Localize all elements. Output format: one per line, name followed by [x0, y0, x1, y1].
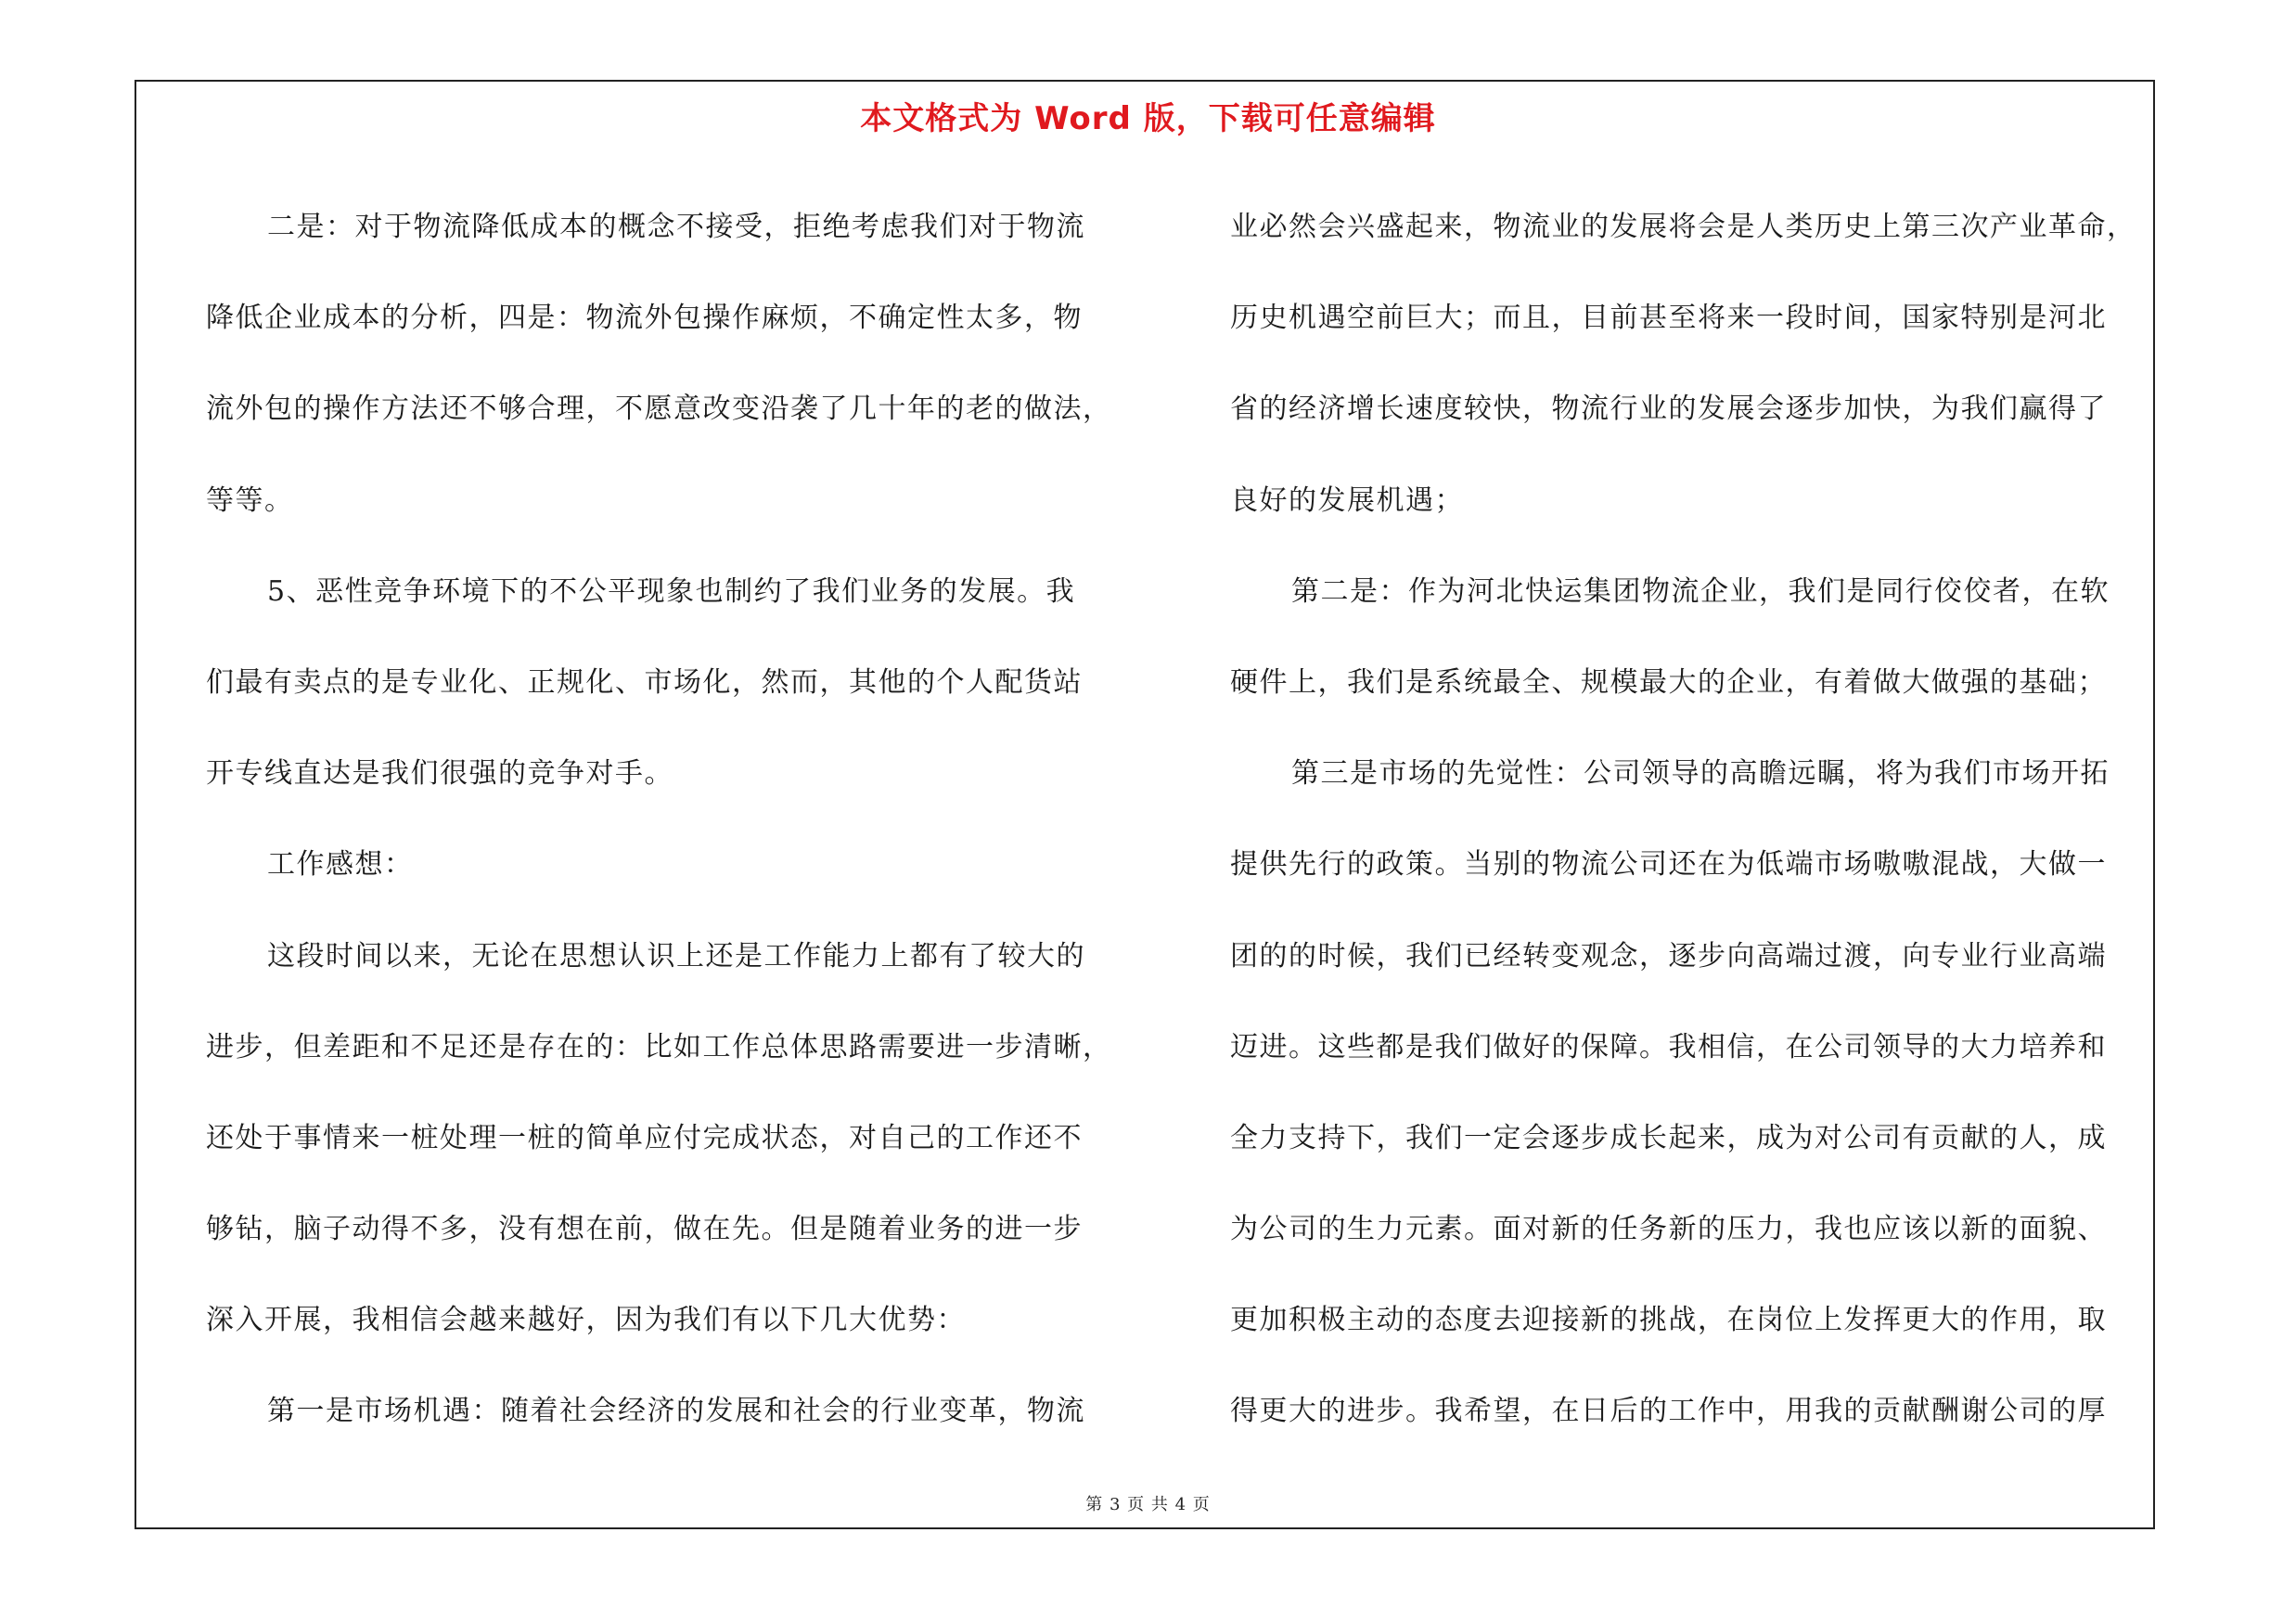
text-line: 良好的发展机遇；: [1230, 483, 1464, 517]
text-line: 硬件上，我们是系统最全、规模最大的企业，有着做大做强的基础；: [1230, 665, 2107, 699]
text-line: 流外包的操作方法还不够合理，不愿意改变沿袭了几十年的老的做法，: [206, 393, 1112, 426]
text-line: 深入开展，我相信会越来越好，因为我们有以下几大优势：: [206, 1304, 966, 1337]
text-line: 们最有卖点的是专业化、正规化、市场化，然而，其他的个人配货站: [206, 665, 1083, 699]
text-line: 团的的时候，我们已经转变观念，逐步向高端过渡，向专业行业高端: [1230, 939, 2107, 973]
left-text-column: [206, 182, 1152, 1458]
text-line: 为公司的生力元素。面对新的任务新的压力，我也应该以新的面貌、: [1230, 1213, 2107, 1246]
text-line: 等等。: [206, 483, 294, 517]
text-line: 第三是市场的先觉性：公司领导的高瞻远瞩，将为我们市场开拓: [1291, 757, 2110, 791]
text-line: 业必然会兴盛起来，物流业的发展将会是人类历史上第三次产业革命，: [1230, 211, 2136, 243]
text-line: 更加积极主动的态度去迎接新的挑战，在岗位上发挥更大的作用，取: [1230, 1304, 2107, 1337]
text-line: 省的经济增长速度较快，物流行业的发展会逐步加快，为我们赢得了: [1230, 393, 2107, 426]
text-line: 历史机遇空前巨大；而且，目前甚至将来一段时间，国家特别是河北: [1230, 302, 2107, 335]
text-line: 工作感想：: [267, 848, 414, 882]
right-text-column: [1230, 182, 2176, 1458]
word-format-banner: 本文格式为 Word 版，下载可任意编辑: [860, 100, 1436, 137]
text-line: 迈进。这些都是我们做好的保障。我相信，在公司领导的大力培养和: [1230, 1030, 2107, 1063]
text-line: 开专线直达是我们很强的竞争对手。: [206, 757, 673, 791]
text-line: 得更大的进步。我希望，在日后的工作中，用我的贡献酬谢公司的厚: [1230, 1395, 2107, 1428]
text-line: 全力支持下，我们一定会逐步成长起来，成为对公司有贡献的人，成: [1230, 1121, 2107, 1154]
text-line: 够钻，脑子动得不多，没有想在前，做在先。但是随着业务的进一步: [206, 1213, 1083, 1246]
text-line: 第一是市场机遇：随着社会经济的发展和社会的行业变革，物流: [267, 1395, 1085, 1428]
text-line: 这段时间以来，无论在思想认识上还是工作能力上都有了较大的: [267, 939, 1085, 973]
page-number-footer: 第 3 页 共 4 页: [1085, 1495, 1211, 1514]
text-line: 二是：对于物流降低成本的概念不接受，拒绝考虑我们对于物流: [267, 211, 1085, 243]
text-line: 还处于事情来一桩处理一桩的简单应付完成状态，对自己的工作还不: [206, 1121, 1083, 1154]
text-line: 进步，但差距和不足还是存在的：比如工作总体思路需要进一步清晰，: [206, 1030, 1112, 1063]
text-line: 降低企业成本的分析，四是：物流外包操作麻烦，不确定性太多，物: [206, 302, 1083, 335]
text-line: 5、恶性竞争环境下的不公平现象也制约了我们业务的发展。我: [267, 574, 1076, 608]
text-line: 第二是：作为河北快运集团物流企业，我们是同行佼佼者，在软: [1291, 574, 2110, 608]
text-line: 提供先行的政策。当别的物流公司还在为低端市场嗷嗷混战，大做一: [1230, 848, 2107, 882]
